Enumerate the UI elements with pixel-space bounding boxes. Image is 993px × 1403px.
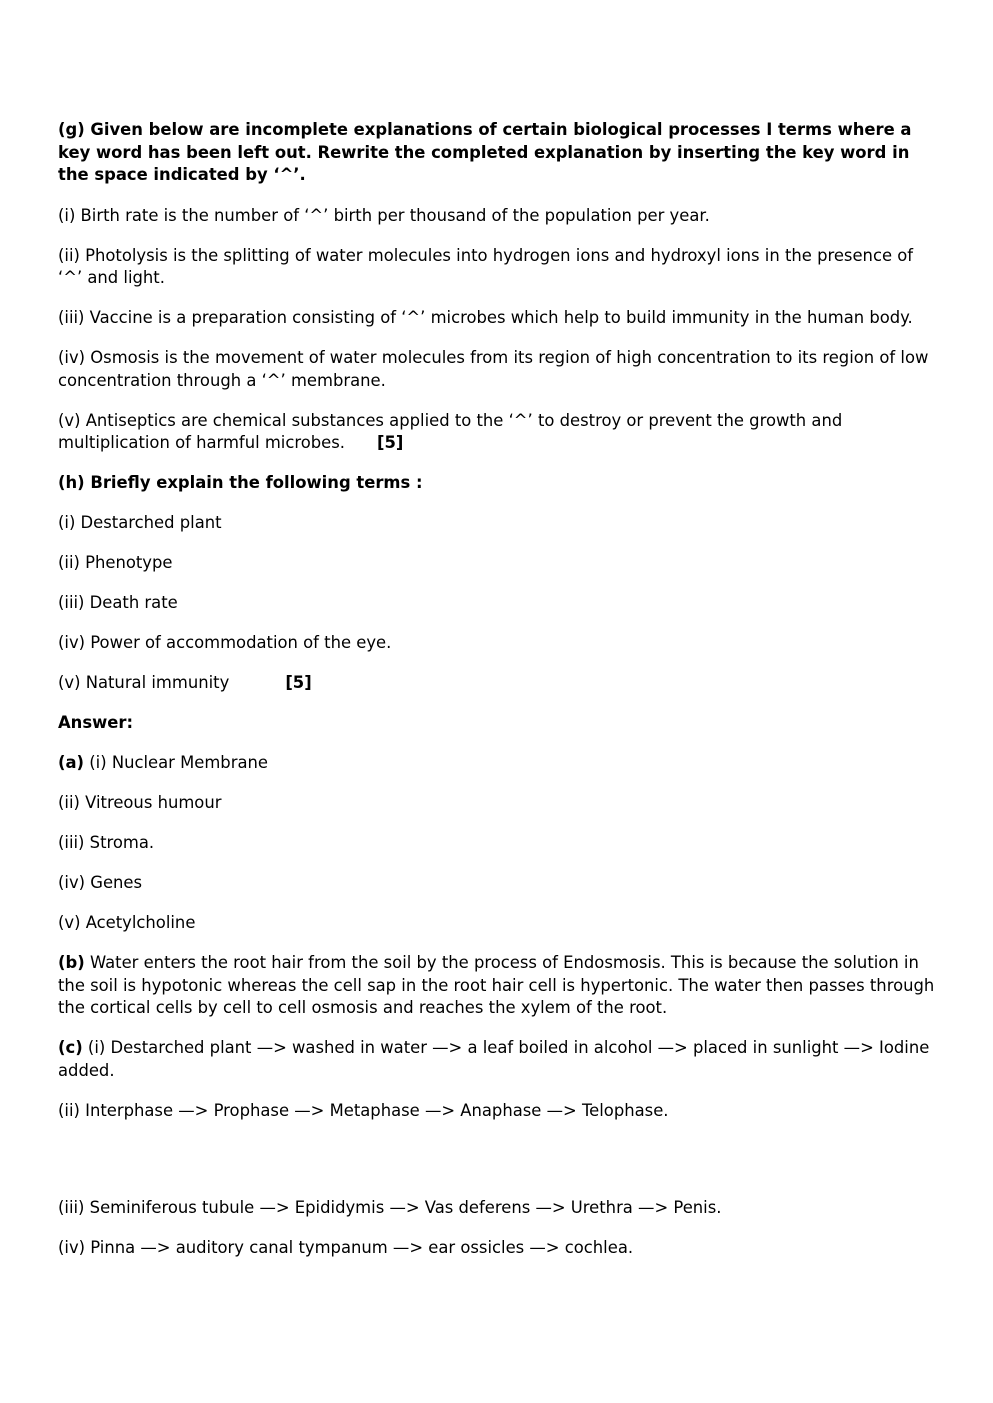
answer-a-item-ii: (ii) Vitreous humour — [58, 793, 222, 812]
question-g-item-iv: (iv) Osmosis is the movement of water molecules from its region of high concentration to its region of low concentration through a ‘^’ membrane. — [58, 348, 929, 390]
question-h-item-v — [58, 672, 938, 695]
answer-c-item-iii: (iii) Seminiferous tubule —> Epididymis —> Vas deferens —> Urethra —> Penis. — [58, 1197, 722, 1217]
question-g-item-i: (i) Birth rate is the number of ‘^’ birth per thousand of the population per year. — [58, 205, 710, 225]
answer-c-item-i-text: (i) Destarched plant —> washed in water —> a leaf boiled in alcohol —> placed in sunlight —> Iodine added. — [58, 1038, 930, 1080]
question-g-item-v-text: (v) Antiseptics are chemical substances applied to the ‘^’ to destroy or prevent the growth and multiplication of harmful microbes. — [58, 410, 843, 452]
question-g-item-iii: (iii) Vaccine is a preparation consisting of ‘^’ microbes which help to build immunity in the human body. — [58, 308, 913, 327]
answer-a-item-iii: (iii) Stroma. — [58, 833, 155, 852]
answer-c-label: (c) — [58, 1038, 83, 1057]
answer-a-item-i-text: (i) Nuclear Membrane — [89, 753, 268, 772]
answer-c-item-iv: (iv) Pinna —> auditory canal tympanum —> ear ossicles —> cochlea. — [58, 1237, 634, 1257]
question-g-item-v — [58, 410, 938, 455]
question-h-marks: [5] — [285, 673, 312, 692]
answer-heading: Answer: — [58, 713, 134, 732]
answer-b-label: (b) — [58, 953, 85, 972]
question-h-item-v-text: (v) Natural immunity — [58, 673, 230, 692]
document-page — [58, 119, 938, 1277]
blank-gap — [58, 1140, 938, 1197]
question-g-heading: (g) Given below are incomplete explanations of certain biological processes I terms where a key word has been left out. Rewrite the completed explanation by inserting the key word in the space indicated by ‘^’. — [58, 120, 912, 184]
answer-a-item-iv: (iv) Genes — [58, 873, 143, 892]
answer-b-text: Water enters the root hair from the soil by the process of Endosmosis. This is because the solution in the soil is hypotonic whereas the cell sap in the root hair cell is hypertonic. The water then passes through the cortical cells by cell to cell osmosis and reaches the xylem of the root. — [58, 953, 935, 1017]
answer-b — [58, 952, 938, 1020]
answer-c-item-ii: (ii) Interphase —> Prophase —> Metaphase —> Anaphase —> Telophase. — [58, 1100, 669, 1120]
answer-a-label: (a) — [58, 753, 85, 772]
question-h-item-iii: (iii) Death rate — [58, 593, 178, 612]
question-h-item-ii: (ii) Phenotype — [58, 553, 173, 572]
question-h-heading: (h) Briefly explain the following terms : — [58, 473, 423, 492]
answer-a-item-i — [58, 752, 938, 775]
question-h-item-i: (i) Destarched plant — [58, 513, 222, 532]
question-g-item-ii: (ii) Photolysis is the splitting of water molecules into hydrogen ions and hydroxyl ions in the presence of ‘^’ and light. — [58, 245, 914, 287]
question-g-marks: [5] — [377, 433, 404, 452]
question-h-item-iv: (iv) Power of accommodation of the eye. — [58, 633, 392, 652]
answer-c-item-i — [58, 1037, 938, 1082]
answer-a-item-v: (v) Acetylcholine — [58, 913, 196, 932]
